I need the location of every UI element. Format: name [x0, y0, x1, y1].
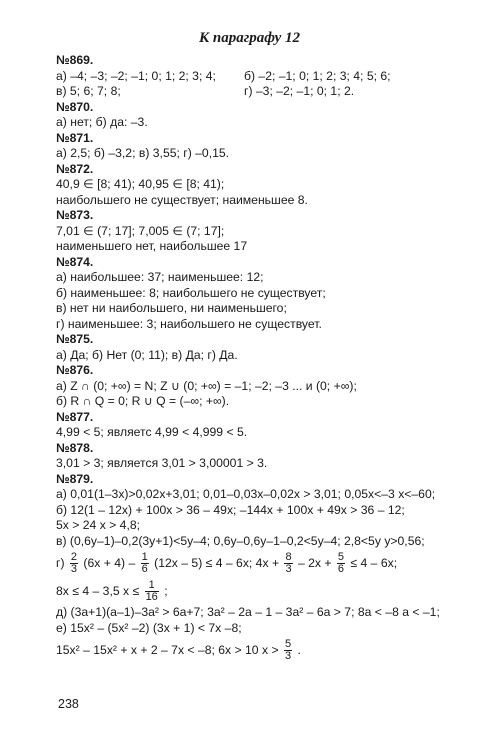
- answer-872-line2: наибольшего не существует; наименьшее 8.: [56, 192, 308, 207]
- problem-869-row1: [56, 69, 476, 85]
- fraction-denominator: 3: [70, 563, 78, 576]
- answer-872-line1: 40,9 ∈ [8; 41); 40,95 ∈ [8; 41);: [56, 177, 225, 191]
- problem-878-heading: №878.: [56, 440, 94, 455]
- answer-879-g-part4: ≤ 4 – 6x;: [350, 556, 398, 570]
- answer-879-a: а) 0,01(1–3x)>0,02x+3,01; 0,01–0,03x–0,02x > 3,01; 0,05x<–3 x<–60;: [56, 487, 436, 501]
- answer-879-g-part1: (6x + 4) –: [83, 556, 136, 570]
- problem-875-heading: №875.: [56, 332, 94, 346]
- problem-874-heading: №874.: [56, 254, 94, 269]
- fraction-numerator: 2: [70, 551, 78, 564]
- fraction-denominator: 16: [145, 591, 158, 604]
- problem-876-heading: №876.: [56, 363, 94, 377]
- fraction-numerator: 8: [285, 551, 292, 564]
- fraction-2-3: [70, 552, 78, 575]
- answer-869-g: г) –3; –2; –1; 0; 1; 2.: [244, 84, 355, 98]
- answer-871: а) 2,5; б) –3,2; в) 3,55; г) –0,15.: [56, 146, 230, 160]
- answer-874-b: б) наименьшее: 8; наибольшего не существует;: [56, 285, 326, 300]
- fraction-denominator: 6: [337, 563, 345, 576]
- answer-879-b: б) 12(1 – 12x) + 100x > 36 – 49x; –144x + 100x + 49x > 36 – 12;: [56, 502, 405, 517]
- fraction-8-3: [284, 552, 292, 575]
- answer-874-a: а) наибольшее: 37; наименьшее: 12;: [56, 270, 264, 284]
- answer-879-g-cont-text: 8x ≤ 4 – 3,5 x ≤: [56, 584, 140, 598]
- answer-879-g-label: г): [56, 556, 65, 570]
- answer-879-g-part2: (12x – 5) ≤ 4 – 6x; 4x +: [154, 556, 280, 570]
- answer-876-a: а) Z ∩ (0; +∞) = N; Z ∪ (0; +∞) = –1; –2; –3 ... и (0; +∞);: [56, 378, 357, 393]
- answer-879-g: [56, 549, 476, 577]
- answer-873-line2: наименьшего нет, наибольшее 17: [56, 239, 248, 253]
- problem-869-row2: [56, 84, 476, 100]
- fraction-denominator: 3: [285, 563, 292, 576]
- answer-869-v: в) 5; 6; 7; 8;: [56, 84, 121, 98]
- answer-879-e: е) 15x² – (5x² –2) (3x + 1) < 7x –8;: [56, 620, 242, 635]
- answer-874-v: в) нет ни наибольшего, ни наименьшего;: [56, 301, 287, 315]
- fraction-5-3: [284, 639, 292, 662]
- answer-878: 3,01 > 3; является 3,01 > 3,00001 > 3.: [56, 456, 268, 470]
- answer-879-g-cont-end: ;: [164, 584, 168, 598]
- fraction-1-6: [141, 552, 149, 575]
- answer-874-g: г) наименьшее: 3; наибольшего не существует.: [56, 316, 322, 331]
- problem-872-heading: №872.: [56, 161, 94, 176]
- answer-879-g-cont: [56, 577, 476, 605]
- fraction-denominator: 3: [284, 650, 292, 663]
- fraction-denominator: 6: [141, 563, 148, 576]
- answer-877: 4,99 < 5; являетс 4,99 < 4,999 < 5.: [56, 425, 248, 439]
- answer-875: а) Да; б) Нет (0; 11); в) Да; г) Да.: [56, 347, 238, 362]
- answer-873-line1: 7,01 ∈ (7; 17]; 7,005 ∈ (7; 17];: [56, 223, 225, 238]
- answer-879-v: в) (0,6y–1)–0,2(3y+1)<5y–4; 0,6y–0,6y–1–0,2<5y–4; 2,8<5y y>0,56;: [56, 533, 425, 548]
- answer-879-e-cont: [56, 636, 476, 664]
- page-number: 238: [58, 697, 79, 711]
- problem-877-heading: №877.: [56, 409, 94, 424]
- answer-869-b: б) –2; –1; 0; 1; 2; 3; 4; 5; 6;: [244, 68, 391, 83]
- answer-876-b: б) R ∩ Q = 0; R ∪ Q = (–∞; +∞).: [56, 394, 230, 408]
- answers-content: [56, 53, 476, 664]
- answer-869-a: а) –4; –3; –2; –1; 0; 1; 2; 3; 4;: [56, 68, 216, 83]
- fraction-numerator: 1: [145, 580, 159, 592]
- fraction-numerator: 5: [337, 551, 345, 564]
- fraction-5-6: [337, 552, 345, 575]
- fraction-numerator: 1: [141, 551, 148, 564]
- answer-879-g-part3: – 2x +: [297, 556, 332, 570]
- answer-879-e-cont-text: 15x² – 15x² + x + 2 – 7x < –8; 6x > 10 x >: [56, 643, 279, 657]
- answer-879-e-cont-end: .: [297, 643, 301, 657]
- problem-873-heading: №873.: [56, 208, 94, 222]
- answer-879-d: д) (3a+1)(a–1)–3a² > 6a+7; 3a² – 2a – 1 – 3a² – 6a > 7; 8a < –8 a < –1;: [56, 605, 440, 619]
- fraction-1-16: [145, 580, 159, 603]
- answer-879-b-cont: 5x > 24 x > 4,8;: [56, 518, 141, 532]
- answer-870: а) нет; б) да: –3.: [56, 115, 148, 129]
- problem-879-heading: №879.: [56, 471, 94, 486]
- problem-869-heading: №869.: [56, 53, 94, 67]
- page-title: К параграфу 12: [198, 30, 301, 46]
- problem-871-heading: №871.: [56, 130, 94, 145]
- problem-870-heading: №870.: [56, 99, 94, 114]
- fraction-numerator: 5: [284, 638, 292, 651]
